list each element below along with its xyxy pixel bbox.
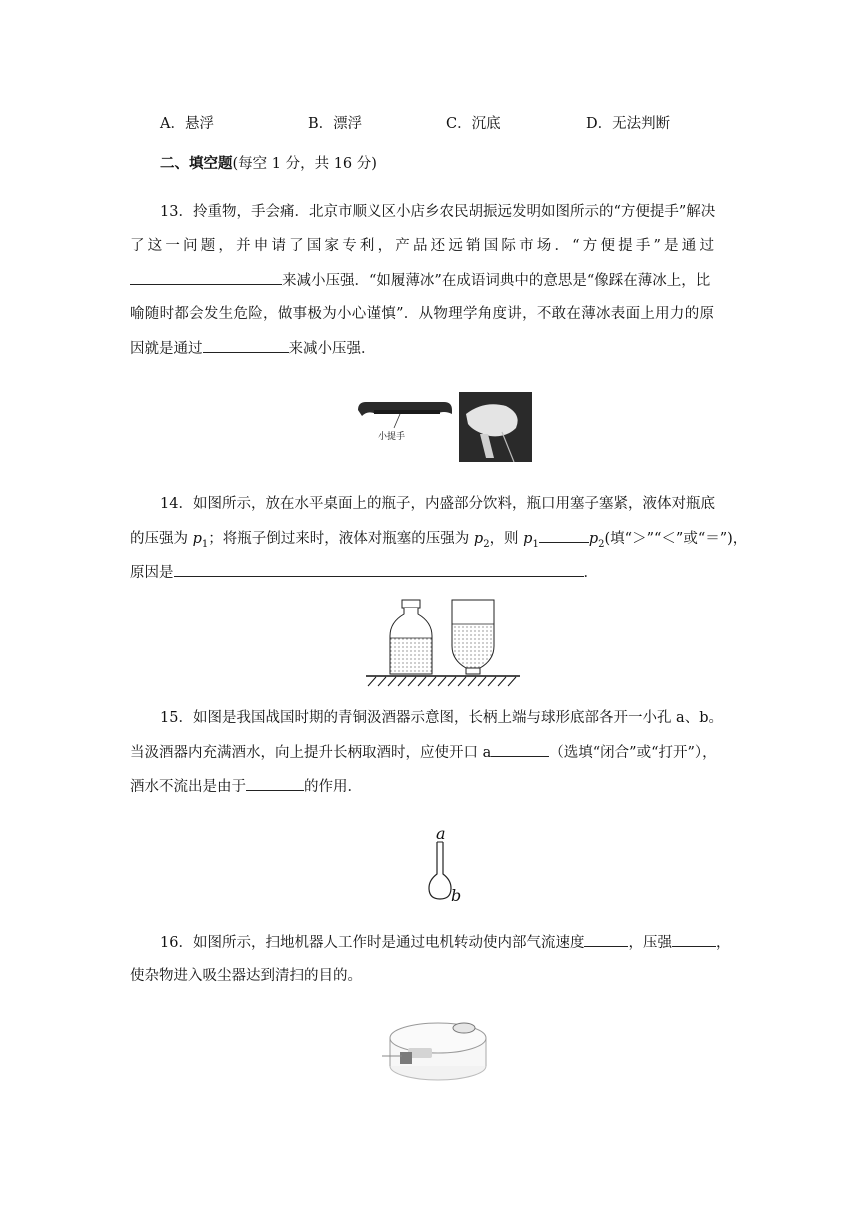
q15-line1: 15．如图是我国战国时期的青铜汲酒器示意图，长柄上端与球形底部各开一小孔 a、b。 — [160, 710, 723, 726]
q14-figure — [362, 598, 524, 690]
p-sub-1: 1 — [201, 538, 209, 550]
q14-blank-1[interactable] — [539, 528, 589, 543]
q13-line5-before: 因就是通过 — [130, 341, 203, 357]
p-symbol: p — [523, 531, 533, 547]
q13-line5 — [130, 338, 376, 359]
q13-line1: 13．拎重物，手会痛．北京市顺义区小店乡农民胡振远发明如图所示的“方便提手”解决 — [160, 204, 716, 220]
q14-blank-2[interactable] — [174, 562, 584, 577]
q14-line3 — [130, 562, 598, 583]
q16-line2: 使杂物进入吸尘器达到清扫的目的。 — [130, 968, 362, 984]
q13-blank-1[interactable] — [130, 270, 282, 285]
label-b: b — [451, 886, 462, 905]
q16-blank-2[interactable] — [672, 932, 716, 947]
q13-line5-after: 来减小压强． — [288, 341, 376, 357]
q15-line2-before: 当汲酒器内充满酒水，向上提升长柄取酒时，应使开口 a — [130, 745, 492, 761]
q15-blank-2[interactable] — [246, 776, 304, 791]
q15-figure — [424, 824, 466, 904]
q14-text-c: ，则 — [489, 531, 524, 547]
robot-vacuum-illustration — [382, 1014, 494, 1086]
q15-line3-before: 酒水不流出是由于 — [130, 779, 246, 795]
q15-line2-after: （选填“闭合”或“打开”）， — [549, 745, 717, 761]
q16-line1-before: 16．如图所示，扫地机器人工作时是通过电机转动使内部气流速度 — [160, 935, 585, 951]
p-sub-2: 2 — [598, 538, 605, 550]
q14-line2 — [130, 528, 747, 555]
q14-text-d: (填“＞”“＜”或“＝”)， — [604, 531, 748, 547]
p-symbol: p — [192, 531, 202, 547]
bottles-illustration — [362, 598, 524, 690]
q13-blank-2[interactable] — [203, 338, 289, 353]
q14-line3-after: ． — [583, 565, 598, 581]
q13-line3 — [130, 270, 710, 291]
section-note: (每空 1 分，共 16 分) — [232, 156, 377, 172]
q14-line1: 14．如图所示，放在水平桌面上的瓶子，内盛部分饮料，瓶口用塞子塞紧，液体对瓶底 — [160, 496, 715, 512]
q16-line1 — [160, 932, 730, 953]
option-a: A．悬浮 — [160, 116, 214, 132]
section-title: 二、填空题 — [160, 155, 233, 172]
p-sub-1: 1 — [532, 538, 539, 550]
q14-text-a: 的压强为 — [130, 531, 193, 547]
p-symbol: p — [473, 531, 484, 547]
q15-line2 — [130, 742, 717, 763]
p-sub-2: 2 — [483, 538, 490, 550]
q13-line2: 了这一问题，并申请了国家专利，产品还远销国际市场．“方便提手”是通过 — [130, 238, 714, 254]
q15-blank-1[interactable] — [491, 742, 549, 757]
q14-line3-before: 原因是 — [130, 565, 174, 581]
section-heading — [160, 152, 377, 173]
q13-line4: 喻随时都会发生危险，做事极为小心谨慎”．从物理学角度讲，不敢在薄冰表面上用力的原 — [130, 306, 714, 322]
option-b: B．漂浮 — [308, 116, 363, 132]
q16-line1-mid: ，压强 — [628, 935, 672, 951]
handle-label: 小提手 — [378, 432, 406, 442]
q16-line1-after: ， — [715, 935, 731, 951]
q15-line3-after: 的作用． — [304, 779, 362, 795]
option-d: D．无法判断 — [586, 116, 671, 132]
handle-illustration — [356, 392, 532, 462]
q13-figure — [356, 392, 532, 462]
q16-blank-1[interactable] — [584, 932, 628, 947]
label-a: a — [436, 824, 446, 843]
p-symbol: p — [588, 531, 599, 547]
q16-figure — [382, 1014, 494, 1086]
q13-line3-text: 来减小压强．“如履薄冰”在成语词典中的意思是“像踩在薄冰上，比 — [282, 273, 711, 289]
q14-text-b: ；将瓶子倒过来时，液体对瓶塞的压强为 — [208, 531, 474, 547]
option-c: C．沉底 — [446, 116, 501, 132]
q15-line3 — [130, 776, 362, 797]
